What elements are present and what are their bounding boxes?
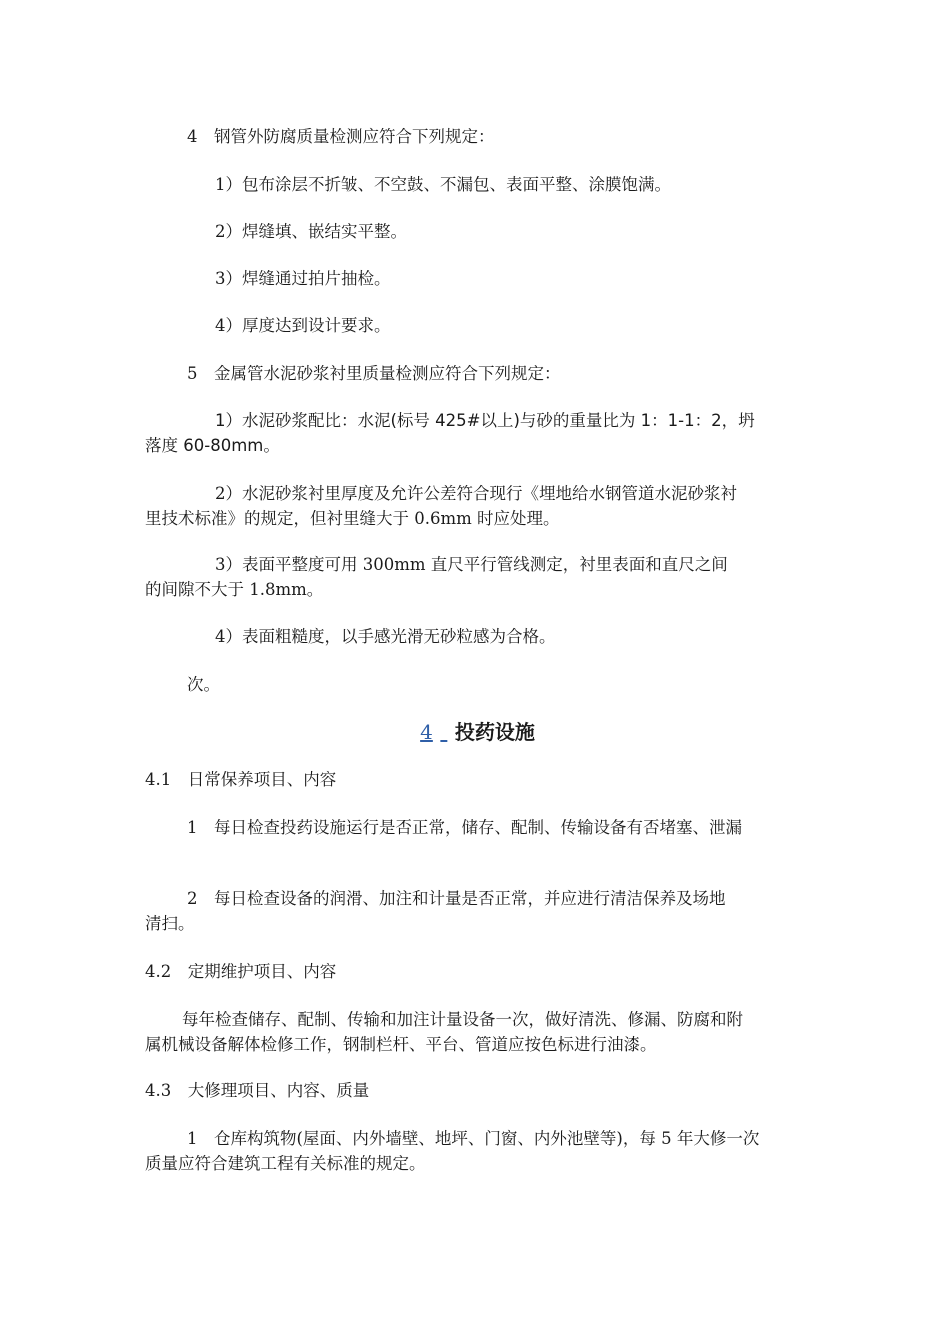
subsection-4-1-item-1: 1 每日检查投药设施运行是否正常，储存、配制、传输设备有否堵塞、泄漏 <box>187 818 742 837</box>
item-5-1-line2: 落度 60-80mm。 <box>145 436 280 455</box>
subsection-4-2-body-line2: 属机械设备解体检修工作，钢制栏杆、平台、管道应按色标进行油漆。 <box>145 1035 657 1054</box>
section-heading <box>145 718 810 746</box>
subsection-4-1-title: 4.1 日常保养项目、内容 <box>145 770 337 789</box>
item-5-heading: 5 金属管水泥砂浆衬里质量检测应符合下列规定： <box>187 364 561 383</box>
item-5-2-line1: 2）水泥砂浆衬里厚度及允许公差符合现行《埋地给水钢管道水泥砂浆衬 <box>215 484 737 503</box>
subsection-4-2-body-line1: 每年检查储存、配制、传输和加注计量设备一次，做好清洗、修漏、防腐和附 <box>182 1010 743 1029</box>
section-title: 投药设施 <box>454 720 535 744</box>
section-number: 4 <box>420 720 433 744</box>
item-4-1: 1）包布涂层不折皱、不空鼓、不漏包、表面平整、涂膜饱满。 <box>215 175 671 194</box>
item-4-4: 4）厚度达到设计要求。 <box>215 316 391 335</box>
subsection-4-1-item-2-line1: 2 每日检查设备的润滑、加注和计量是否正常，并应进行清洁保养及场地 <box>187 889 726 908</box>
subsection-4-3-item-1-line1: 1 仓库构筑物(屋面、内外墙壁、地坪、门窗、内外池壁等)，每 5 年大修一次 <box>187 1129 760 1148</box>
item-5-2-line2: 里技术标准》的规定，但衬里缝大于 0.6mm 时应处理。 <box>145 509 560 528</box>
subsection-4-3-title: 4.3 大修理项目、内容、质量 <box>145 1081 370 1100</box>
item-4-heading: 4 钢管外防腐质量检测应符合下列规定： <box>187 127 495 146</box>
item-5-4: 4）表面粗糙度，以手感光滑无砂粒感为合格。 <box>215 627 556 646</box>
subsection-4-2-title: 4.2 定期维护项目、内容 <box>145 962 337 981</box>
item-5-3-line1: 3）表面平整度可用 300mm 直尺平行管线测定，衬里表面和直尺之间 <box>215 555 728 574</box>
item-4-3: 3）焊缝通过拍片抽检。 <box>215 269 391 288</box>
item-5-3-line2: 的间隙不大于 1.8mm。 <box>145 580 324 599</box>
subsection-4-1-item-2-line2: 清扫。 <box>145 914 195 933</box>
section-number-underline <box>433 718 455 746</box>
item-4-2: 2）焊缝填、嵌结实平整。 <box>215 222 407 241</box>
fragment-ci: 次。 <box>187 675 220 694</box>
item-5-1-line1: 1）水泥砂浆配比：水泥(标号 425#以上)与砂的重量比为 1：1-1：2，坍 <box>215 411 755 430</box>
subsection-4-3-item-1-line2: 质量应符合建筑工程有关标准的规定。 <box>145 1154 426 1173</box>
